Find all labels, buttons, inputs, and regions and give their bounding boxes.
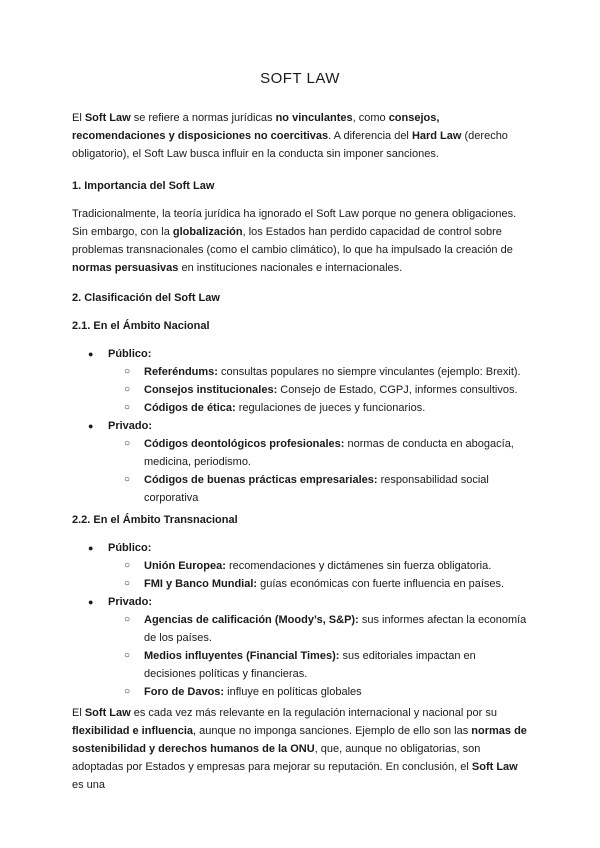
text-run: , que, aunque no obligatorias, son adoptadas por Estados y empresas para mejorar su reputación. En conclusión, el: [72, 743, 481, 773]
text-run: Tradicionalmente, la teoría jurídica ha ignorado el Soft Law porque no genera obligaciones. Sin embargo, con la: [72, 208, 517, 238]
text-run: (derecho obligatorio), el Soft Law busca influir en la conducta sin imponer sanciones.: [72, 130, 508, 160]
list-item-term: Referéndums:: [144, 366, 218, 378]
section-2-heading: 2. Clasificación del Soft Law: [72, 292, 220, 304]
list-item-term: Códigos de buenas prácticas empresariales:: [144, 474, 378, 486]
section-2-1: [72, 317, 528, 335]
section-2-2-heading: 2.2. En el Ámbito Transnacional: [72, 514, 238, 526]
list-item-desc: consultas populares no siempre vinculantes (ejemplo: Brexit).: [217, 366, 521, 378]
sub-list: [108, 363, 528, 417]
text-run: , aunque no imponga sanciones. Ejemplo de ello son las: [193, 725, 472, 737]
list-group: [72, 417, 528, 507]
list-item-term: Unión Europea:: [144, 560, 226, 572]
section-2-2-list: [72, 539, 528, 701]
list-item-desc: recomendaciones y dictámenes sin fuerza obligatoria.: [225, 560, 492, 572]
section-2: [72, 289, 528, 307]
bold-text: no vinculantes: [275, 112, 353, 124]
list-item: [108, 399, 528, 417]
closing-paragraph: [72, 704, 528, 794]
list-group: [72, 539, 528, 593]
bold-text: globalización: [172, 226, 243, 238]
list-item-desc: normas de conducta en abogacía, medicina, periodismo.: [144, 438, 514, 468]
section-1-heading: 1. Importancia del Soft Law: [72, 180, 215, 192]
section-1-body: [72, 205, 528, 277]
intro-paragraph: [72, 109, 528, 163]
list-item-desc: influye en políticas globales: [224, 686, 362, 698]
text-run: , como: [352, 112, 389, 124]
list-item: [108, 647, 528, 683]
text-run: se refiere a normas jurídicas: [130, 112, 276, 124]
document-title: SOFT LAW: [260, 70, 340, 87]
list-item-term: Códigos deontológicos profesionales:: [144, 438, 345, 450]
bold-text: consejos, recomendaciones y disposiciones no coercitivas: [72, 112, 440, 142]
list-item: [108, 683, 528, 701]
list-item-term: FMI y Banco Mundial:: [144, 578, 258, 590]
list-item-term: Códigos de ética:: [144, 402, 236, 414]
list-group-label: Privado:: [108, 596, 153, 608]
list-group-label: Privado:: [108, 420, 153, 432]
list-group: [72, 345, 528, 417]
list-item-desc: regulaciones de jueces y funcionarios.: [235, 402, 426, 414]
section-2-2: [72, 511, 528, 529]
list-item-term: Foro de Davos:: [144, 686, 225, 698]
bold-text: Soft Law: [84, 112, 131, 124]
sub-list: [108, 435, 528, 507]
bold-text: Hard Law: [411, 130, 462, 142]
bold-text: Soft Law: [84, 707, 131, 719]
closing-text: [72, 704, 528, 794]
section-1: [72, 177, 528, 195]
bold-text: Soft Law: [471, 761, 518, 773]
list-item: [108, 471, 528, 507]
sub-list: [108, 557, 528, 593]
list-transnacional: [72, 539, 528, 701]
text-run: , los Estados han perdido capacidad de control sobre problemas transnacionales (como el cambio climático), lo que ha impulsado la creación de: [72, 226, 513, 256]
text-run: es cada vez más relevante en la regulación internacional y nacional por su: [130, 707, 497, 719]
list-item: [108, 575, 528, 593]
list-item: [108, 557, 528, 575]
text-run: El: [72, 707, 85, 719]
text-run: El: [72, 112, 85, 124]
list-item: [108, 363, 528, 381]
list-nacional: [72, 345, 528, 507]
list-group-label: Público:: [108, 542, 152, 554]
list-item: [108, 435, 528, 471]
list-item-desc: Consejo de Estado, CGPJ, informes consultivos.: [277, 384, 518, 396]
list-item-term: Consejos institucionales:: [144, 384, 278, 396]
list-item-desc: responsabilidad social corporativa: [144, 474, 489, 504]
section-1-text: [72, 205, 528, 277]
text-run: es una: [72, 779, 106, 791]
list-item-desc: guías económicas con fuerte influencia en países.: [257, 578, 505, 590]
section-2-1-list: [72, 345, 528, 507]
text-run: en instituciones nacionales e internacionales.: [178, 262, 403, 274]
text-run: . A diferencia del: [328, 130, 412, 142]
list-item: [108, 381, 528, 399]
list-item-desc: sus editoriales impactan en decisiones políticas y financieras.: [144, 650, 476, 680]
list-group: [72, 593, 528, 701]
bold-text: normas de sostenibilidad y derechos humanos de la ONU: [72, 725, 527, 755]
list-item: [108, 611, 528, 647]
intro-text: [72, 109, 528, 163]
sub-list: [108, 611, 528, 701]
bold-text: flexibilidad e influencia: [72, 725, 194, 737]
list-item-desc: sus informes afectan la economía de los países.: [144, 614, 527, 644]
list-item-term: Medios influyentes (Financial Times):: [144, 650, 340, 662]
list-group-label: Público:: [108, 348, 152, 360]
section-2-1-heading: 2.1. En el Ámbito Nacional: [72, 320, 210, 332]
bold-text: normas persuasivas: [72, 262, 179, 274]
list-item-term: Agencias de calificación (Moody’s, S&P):: [144, 614, 359, 626]
